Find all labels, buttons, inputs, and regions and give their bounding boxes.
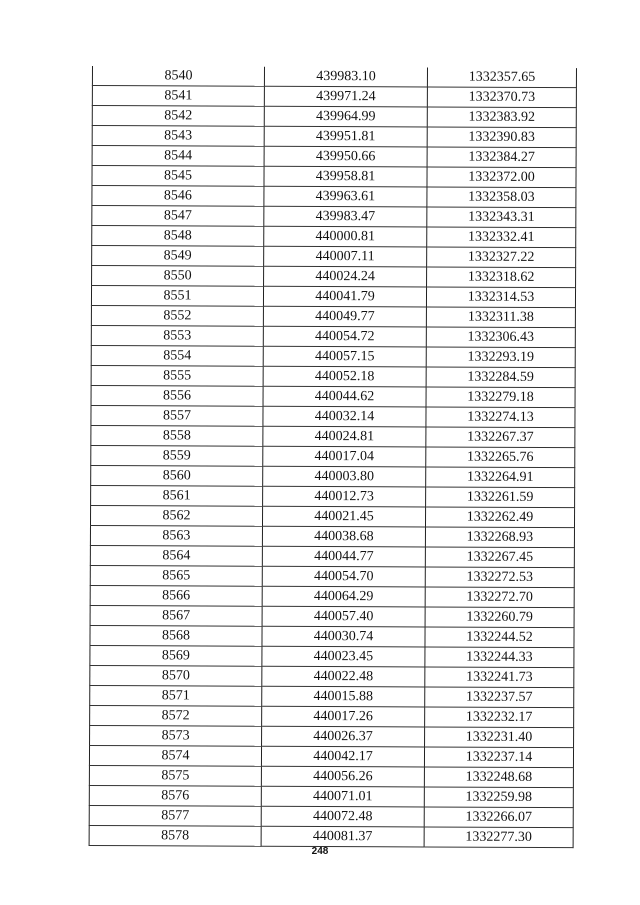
y-coordinate-cell: 1332293.19 xyxy=(426,347,575,368)
table-row xyxy=(92,66,576,88)
point-number-cell: 8547 xyxy=(92,206,264,227)
point-number-cell: 8544 xyxy=(92,146,264,167)
table-row xyxy=(90,665,574,687)
point-number-cell: 8540 xyxy=(92,66,264,86)
y-coordinate-cell: 1332266.07 xyxy=(424,807,573,828)
x-coordinate-cell: 440015.88 xyxy=(262,686,425,707)
point-number-cell: 8556 xyxy=(91,385,263,406)
table-row xyxy=(90,685,574,707)
y-coordinate-cell: 1332306.43 xyxy=(426,327,575,348)
y-coordinate-cell: 1332311.38 xyxy=(426,307,575,328)
x-coordinate-cell: 440081.37 xyxy=(261,826,424,847)
point-number-cell: 8578 xyxy=(89,825,261,846)
y-coordinate-cell: 1332262.49 xyxy=(425,507,574,528)
point-number-cell: 8559 xyxy=(91,445,263,466)
table-row xyxy=(90,625,574,647)
y-coordinate-cell: 1332384.27 xyxy=(427,147,576,168)
x-coordinate-cell: 440017.04 xyxy=(263,446,426,467)
point-number-cell: 8549 xyxy=(92,246,264,267)
x-coordinate-cell: 440024.81 xyxy=(263,426,426,447)
table-row xyxy=(90,645,574,667)
y-coordinate-cell: 1332237.57 xyxy=(425,687,574,708)
point-number-cell: 8571 xyxy=(90,685,262,706)
table-row xyxy=(90,605,574,627)
y-coordinate-cell: 1332357.65 xyxy=(427,67,576,87)
x-coordinate-cell: 440042.17 xyxy=(261,746,424,767)
page-number: 248 xyxy=(311,846,329,857)
table-row xyxy=(89,825,573,847)
table-row xyxy=(90,525,574,547)
x-coordinate-cell: 440003.80 xyxy=(263,466,426,487)
y-coordinate-cell: 1332248.68 xyxy=(424,767,573,788)
x-coordinate-cell: 439963.61 xyxy=(264,186,427,207)
y-coordinate-cell: 1332272.53 xyxy=(425,567,574,588)
y-coordinate-cell: 1332265.76 xyxy=(426,447,575,468)
table-row xyxy=(89,805,573,827)
y-coordinate-cell: 1332383.92 xyxy=(427,107,576,128)
y-coordinate-cell: 1332284.59 xyxy=(426,367,575,388)
x-coordinate-cell: 439983.47 xyxy=(264,206,427,227)
table-row xyxy=(91,425,575,447)
x-coordinate-cell: 440023.45 xyxy=(262,646,425,667)
table-row xyxy=(92,146,576,168)
point-number-cell: 8553 xyxy=(91,325,263,346)
point-number-cell: 8565 xyxy=(90,565,262,586)
point-number-cell: 8567 xyxy=(90,605,262,626)
point-number-cell: 8563 xyxy=(90,525,262,546)
table-row xyxy=(92,106,576,128)
y-coordinate-cell: 1332318.62 xyxy=(427,267,576,288)
y-coordinate-cell: 1332244.52 xyxy=(425,627,574,648)
point-number-cell: 8551 xyxy=(91,286,263,307)
x-coordinate-cell: 439950.66 xyxy=(264,146,427,167)
y-coordinate-cell: 1332232.17 xyxy=(425,707,574,728)
x-coordinate-cell: 440012.73 xyxy=(263,486,426,507)
y-coordinate-cell: 1332279.18 xyxy=(426,387,575,408)
point-number-cell: 8577 xyxy=(89,805,261,826)
table-row xyxy=(92,86,576,108)
table-row xyxy=(91,485,575,507)
y-coordinate-cell: 1332370.73 xyxy=(427,87,576,108)
table-row xyxy=(91,325,575,347)
x-coordinate-cell: 440030.74 xyxy=(262,626,425,647)
point-number-cell: 8557 xyxy=(91,405,263,426)
table-row xyxy=(89,745,573,767)
table-row xyxy=(89,765,573,787)
coordinate-table-body xyxy=(89,66,576,848)
x-coordinate-cell: 439983.10 xyxy=(264,67,427,87)
point-number-cell: 8575 xyxy=(89,765,261,786)
table-row xyxy=(92,266,576,288)
table-row xyxy=(90,725,574,747)
point-number-cell: 8542 xyxy=(92,106,264,127)
x-coordinate-cell: 440041.79 xyxy=(263,286,426,307)
point-number-cell: 8541 xyxy=(92,86,264,107)
y-coordinate-cell: 1332358.03 xyxy=(427,187,576,208)
x-coordinate-cell: 440021.45 xyxy=(262,506,425,527)
point-number-cell: 8560 xyxy=(91,465,263,486)
x-coordinate-cell: 440057.40 xyxy=(262,606,425,627)
point-number-cell: 8576 xyxy=(89,785,261,806)
point-number-cell: 8562 xyxy=(90,505,262,526)
x-coordinate-cell: 440054.70 xyxy=(262,566,425,587)
y-coordinate-cell: 1332390.83 xyxy=(427,127,576,148)
point-number-cell: 8548 xyxy=(92,226,264,247)
point-number-cell: 8554 xyxy=(91,345,263,366)
x-coordinate-cell: 440038.68 xyxy=(262,526,425,547)
x-coordinate-cell: 439951.81 xyxy=(264,126,427,147)
y-coordinate-cell: 1332241.73 xyxy=(425,667,574,688)
point-number-cell: 8568 xyxy=(90,625,262,646)
table-row xyxy=(91,385,575,407)
table-row xyxy=(92,126,576,148)
table-row xyxy=(90,585,574,607)
x-coordinate-cell: 440026.37 xyxy=(262,726,425,747)
y-coordinate-cell: 1332259.98 xyxy=(424,787,573,808)
table-row xyxy=(91,286,575,308)
x-coordinate-cell: 439971.24 xyxy=(264,86,427,107)
y-coordinate-cell: 1332267.45 xyxy=(425,547,574,568)
x-coordinate-cell: 439964.99 xyxy=(264,106,427,127)
table-row xyxy=(90,705,574,727)
y-coordinate-cell: 1332332.41 xyxy=(427,227,576,248)
table-row xyxy=(90,505,574,527)
table-row xyxy=(92,186,576,208)
y-coordinate-cell: 1332327.22 xyxy=(427,247,576,268)
point-number-cell: 8552 xyxy=(91,305,263,326)
point-number-cell: 8545 xyxy=(92,166,264,187)
table-row xyxy=(90,565,574,587)
table-row xyxy=(90,545,574,567)
table-row xyxy=(91,405,575,427)
point-number-cell: 8564 xyxy=(90,545,262,566)
point-number-cell: 8573 xyxy=(90,725,262,746)
table-row xyxy=(92,226,576,248)
table-row xyxy=(91,445,575,467)
table-row xyxy=(92,166,576,188)
y-coordinate-cell: 1332277.30 xyxy=(424,827,573,848)
y-coordinate-cell: 1332268.93 xyxy=(425,527,574,548)
y-coordinate-cell: 1332231.40 xyxy=(425,727,574,748)
y-coordinate-cell: 1332372.00 xyxy=(427,167,576,188)
point-number-cell: 8570 xyxy=(90,665,262,686)
coordinate-table xyxy=(89,66,577,848)
x-coordinate-cell: 440049.77 xyxy=(263,306,426,327)
coordinate-table-container xyxy=(89,66,576,848)
y-coordinate-cell: 1332260.79 xyxy=(425,607,574,628)
x-coordinate-cell: 440044.77 xyxy=(262,546,425,567)
y-coordinate-cell: 1332343.31 xyxy=(427,207,576,228)
x-coordinate-cell: 440057.15 xyxy=(263,346,426,367)
y-coordinate-cell: 1332237.14 xyxy=(424,747,573,768)
x-coordinate-cell: 440071.01 xyxy=(261,786,424,807)
y-coordinate-cell: 1332272.70 xyxy=(425,587,574,608)
table-row xyxy=(91,305,575,327)
table-row xyxy=(89,785,573,807)
table-row xyxy=(91,365,575,387)
point-number-cell: 8574 xyxy=(89,745,261,766)
point-number-cell: 8572 xyxy=(90,705,262,726)
point-number-cell: 8558 xyxy=(91,425,263,446)
x-coordinate-cell: 440072.48 xyxy=(261,806,424,827)
x-coordinate-cell: 440017.26 xyxy=(262,706,425,727)
x-coordinate-cell: 439958.81 xyxy=(264,166,427,187)
table-row xyxy=(91,345,575,367)
point-number-cell: 8561 xyxy=(91,485,263,506)
y-coordinate-cell: 1332261.59 xyxy=(426,487,575,508)
x-coordinate-cell: 440032.14 xyxy=(263,406,426,427)
x-coordinate-cell: 440052.18 xyxy=(263,366,426,387)
point-number-cell: 8546 xyxy=(92,186,264,207)
table-row xyxy=(92,206,576,228)
x-coordinate-cell: 440054.72 xyxy=(263,326,426,347)
point-number-cell: 8555 xyxy=(91,365,263,386)
point-number-cell: 8569 xyxy=(90,645,262,666)
y-coordinate-cell: 1332274.13 xyxy=(426,407,575,428)
y-coordinate-cell: 1332314.53 xyxy=(426,287,575,308)
x-coordinate-cell: 440000.81 xyxy=(264,226,427,247)
x-coordinate-cell: 440064.29 xyxy=(262,586,425,607)
x-coordinate-cell: 440007.11 xyxy=(264,246,427,267)
x-coordinate-cell: 440024.24 xyxy=(264,266,427,287)
point-number-cell: 8543 xyxy=(92,126,264,147)
x-coordinate-cell: 440022.48 xyxy=(262,666,425,687)
x-coordinate-cell: 440044.62 xyxy=(263,386,426,407)
y-coordinate-cell: 1332264.91 xyxy=(426,467,575,488)
x-coordinate-cell: 440056.26 xyxy=(261,766,424,787)
point-number-cell: 8550 xyxy=(92,266,264,287)
table-row xyxy=(92,246,576,268)
y-coordinate-cell: 1332244.33 xyxy=(425,647,574,668)
y-coordinate-cell: 1332267.37 xyxy=(426,427,575,448)
point-number-cell: 8566 xyxy=(90,585,262,606)
table-row xyxy=(91,465,575,487)
